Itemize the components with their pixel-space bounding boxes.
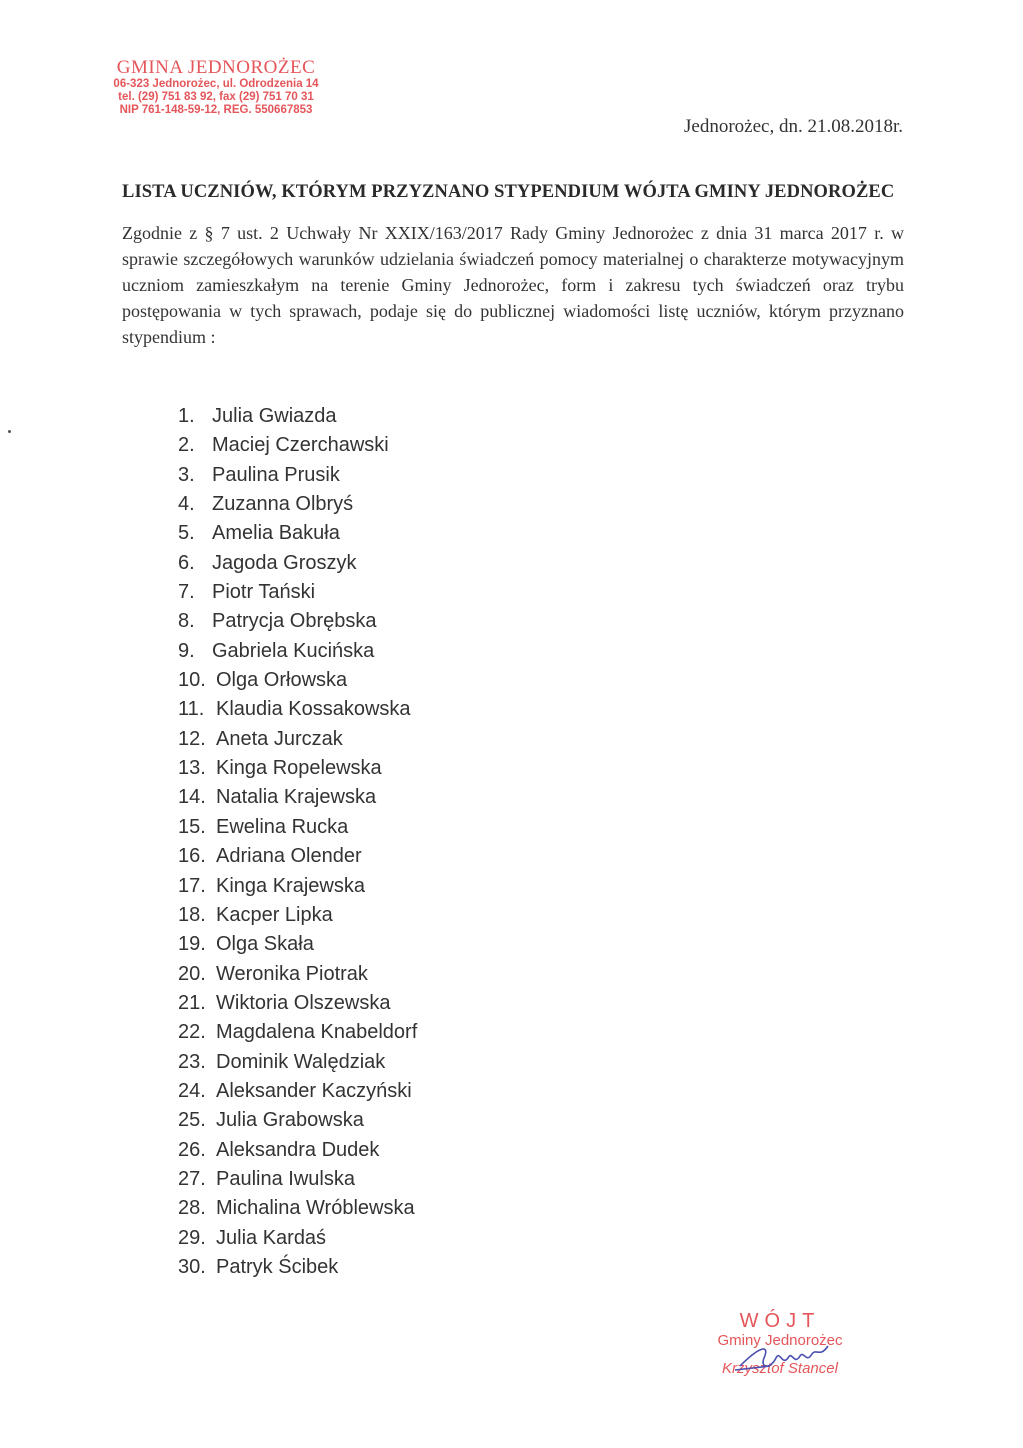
student-name: Jagoda Groszyk bbox=[212, 551, 357, 574]
student-name: Wiktoria Olszewska bbox=[216, 991, 391, 1014]
student-list-item bbox=[178, 431, 417, 460]
student-number: 22. bbox=[178, 1021, 206, 1044]
document-date: Jednorożec, dn. 21.08.2018r. bbox=[684, 116, 903, 137]
student-number: 19. bbox=[178, 933, 206, 956]
student-number: 30. bbox=[178, 1255, 206, 1278]
student-name: Ewelina Rucka bbox=[216, 815, 349, 838]
student-number: 3. bbox=[178, 463, 195, 486]
student-number: 15. bbox=[178, 815, 206, 838]
handwritten-signature-icon bbox=[730, 1336, 850, 1376]
student-name: Kinga Krajewska bbox=[216, 874, 365, 897]
student-list-item bbox=[178, 1253, 417, 1282]
signature-name: Krzysztof Stancel bbox=[722, 1360, 838, 1377]
student-list-item bbox=[178, 1165, 417, 1194]
student-name: Olga Skała bbox=[216, 933, 314, 956]
student-name: Maciej Czerchawski bbox=[212, 434, 389, 457]
student-number: 29. bbox=[178, 1226, 206, 1249]
student-name: Dominik Walędziak bbox=[216, 1050, 386, 1073]
student-name: Patrycja Obrębska bbox=[212, 610, 377, 633]
student-list-item bbox=[178, 930, 417, 959]
student-name: Natalia Krajewska bbox=[216, 786, 377, 809]
student-list-item bbox=[178, 461, 417, 490]
student-number: 4. bbox=[178, 493, 195, 516]
student-name: Julia Gwiazda bbox=[212, 405, 337, 427]
student-name: Magdalena Knabeldorf bbox=[216, 1021, 418, 1044]
student-name: Weronika Piotrak bbox=[216, 962, 368, 985]
legal-basis-paragraph: Zgodnie z § 7 ust. 2 Uchwały Nr XXIX/163/2017 Rady Gminy Jednorożec z dnia 31 marca 2017 r. w sprawie szczegółowych warunków udzielania świadczeń pomocy materialnej o charakterze motywacyjnym uczniom zamieszkałym na terenie Gminy Jednorożec, form i zakresu tych świadczeń oraz trybu postępowania w tych sprawach, podaje się do publicznej wiadomości listę uczniów, którym przyznano stypendium : bbox=[122, 223, 904, 347]
student-name: Gabriela Kucińska bbox=[212, 639, 375, 662]
student-name: Aneta Jurczak bbox=[216, 727, 343, 750]
scan-speck bbox=[8, 430, 11, 433]
student-number: 13. bbox=[178, 757, 206, 780]
student-name: Michalina Wróblewska bbox=[216, 1197, 415, 1220]
student-name: Amelia Bakuła bbox=[212, 522, 340, 545]
student-list-item bbox=[178, 960, 417, 989]
student-number: 28. bbox=[178, 1197, 206, 1220]
student-list-item bbox=[178, 666, 417, 695]
stamp-name: GMINA JEDNOROŻEC bbox=[116, 57, 316, 78]
student-number: 25. bbox=[178, 1109, 206, 1132]
student-name: Piotr Tański bbox=[212, 581, 316, 604]
student-list-item bbox=[178, 637, 417, 666]
student-number: 6. bbox=[178, 551, 195, 574]
student-number: 20. bbox=[178, 962, 206, 985]
student-list bbox=[178, 402, 417, 1282]
student-list-item bbox=[178, 519, 417, 548]
student-name: Paulina Iwulska bbox=[216, 1167, 355, 1190]
student-list-item bbox=[178, 695, 417, 724]
student-list-item bbox=[178, 490, 417, 519]
student-number: 1. bbox=[178, 405, 195, 427]
student-number: 8. bbox=[178, 610, 195, 633]
stamp-phone: tel. (29) 751 83 92, fax (29) 751 70 31 bbox=[118, 91, 314, 103]
student-name: Klaudia Kossakowska bbox=[216, 698, 411, 721]
student-list-item bbox=[178, 872, 417, 901]
student-name: Kinga Ropelewska bbox=[216, 757, 382, 780]
municipality-stamp bbox=[96, 58, 336, 117]
student-number: 16. bbox=[178, 845, 206, 868]
student-name: Aleksander Kaczyński bbox=[216, 1079, 412, 1102]
student-number: 18. bbox=[178, 903, 206, 926]
student-list-item bbox=[178, 549, 417, 578]
student-list-item bbox=[178, 402, 417, 431]
student-name: Julia Kardaś bbox=[216, 1226, 327, 1249]
student-number: 5. bbox=[178, 522, 195, 545]
student-name: Aleksandra Dudek bbox=[216, 1138, 380, 1161]
student-list-item bbox=[178, 607, 417, 636]
student-list-item bbox=[178, 842, 417, 871]
student-list-item bbox=[178, 725, 417, 754]
student-number: 23. bbox=[178, 1050, 206, 1073]
student-number: 7. bbox=[178, 581, 195, 604]
student-name: Zuzanna Olbryś bbox=[212, 493, 354, 516]
student-name: Kacper Lipka bbox=[216, 903, 333, 926]
student-number: 27. bbox=[178, 1167, 206, 1190]
student-number: 11. bbox=[178, 698, 205, 721]
student-list-item bbox=[178, 1018, 417, 1047]
stamp-ids: NIP 761-148-59-12, REG. 550667853 bbox=[119, 104, 313, 116]
student-name: Adriana Olender bbox=[216, 845, 362, 868]
student-name: Olga Orłowska bbox=[216, 669, 348, 692]
document-title: LISTA UCZNIÓW, KTÓRYM PRZYZNANO STYPENDIUM WÓJTA GMINY JEDNOROŻEC bbox=[122, 182, 895, 202]
student-number: 17. bbox=[178, 874, 206, 897]
student-list-item bbox=[178, 754, 417, 783]
student-list-item bbox=[178, 901, 417, 930]
student-list-item bbox=[178, 1077, 417, 1106]
student-number: 12. bbox=[178, 727, 206, 750]
student-name: Julia Grabowska bbox=[216, 1109, 364, 1132]
student-number: 21. bbox=[178, 991, 206, 1014]
student-list-item bbox=[178, 1194, 417, 1223]
student-list-item bbox=[178, 989, 417, 1018]
student-number: 14. bbox=[178, 786, 206, 809]
student-number: 2. bbox=[178, 434, 195, 457]
student-list-item bbox=[178, 1106, 417, 1135]
signature-role: WÓJT bbox=[739, 1310, 821, 1332]
student-list-item bbox=[178, 578, 417, 607]
student-list-item bbox=[178, 783, 417, 812]
stamp-address: 06-323 Jednorożec, ul. Odrodzenia 14 bbox=[113, 78, 319, 90]
student-list-item bbox=[178, 813, 417, 842]
student-number: 26. bbox=[178, 1138, 206, 1161]
student-list-item bbox=[178, 1048, 417, 1077]
signature-stamp bbox=[700, 1310, 860, 1380]
student-list-item bbox=[178, 1136, 417, 1165]
student-number: 10. bbox=[178, 669, 206, 692]
student-name: Paulina Prusik bbox=[212, 463, 340, 486]
student-number: 9. bbox=[178, 639, 195, 662]
student-name: Patryk Ścibek bbox=[216, 1255, 339, 1278]
signature-office: Gminy Jednorożec bbox=[717, 1332, 843, 1349]
student-number: 24. bbox=[178, 1079, 206, 1102]
student-list-item bbox=[178, 1224, 417, 1253]
